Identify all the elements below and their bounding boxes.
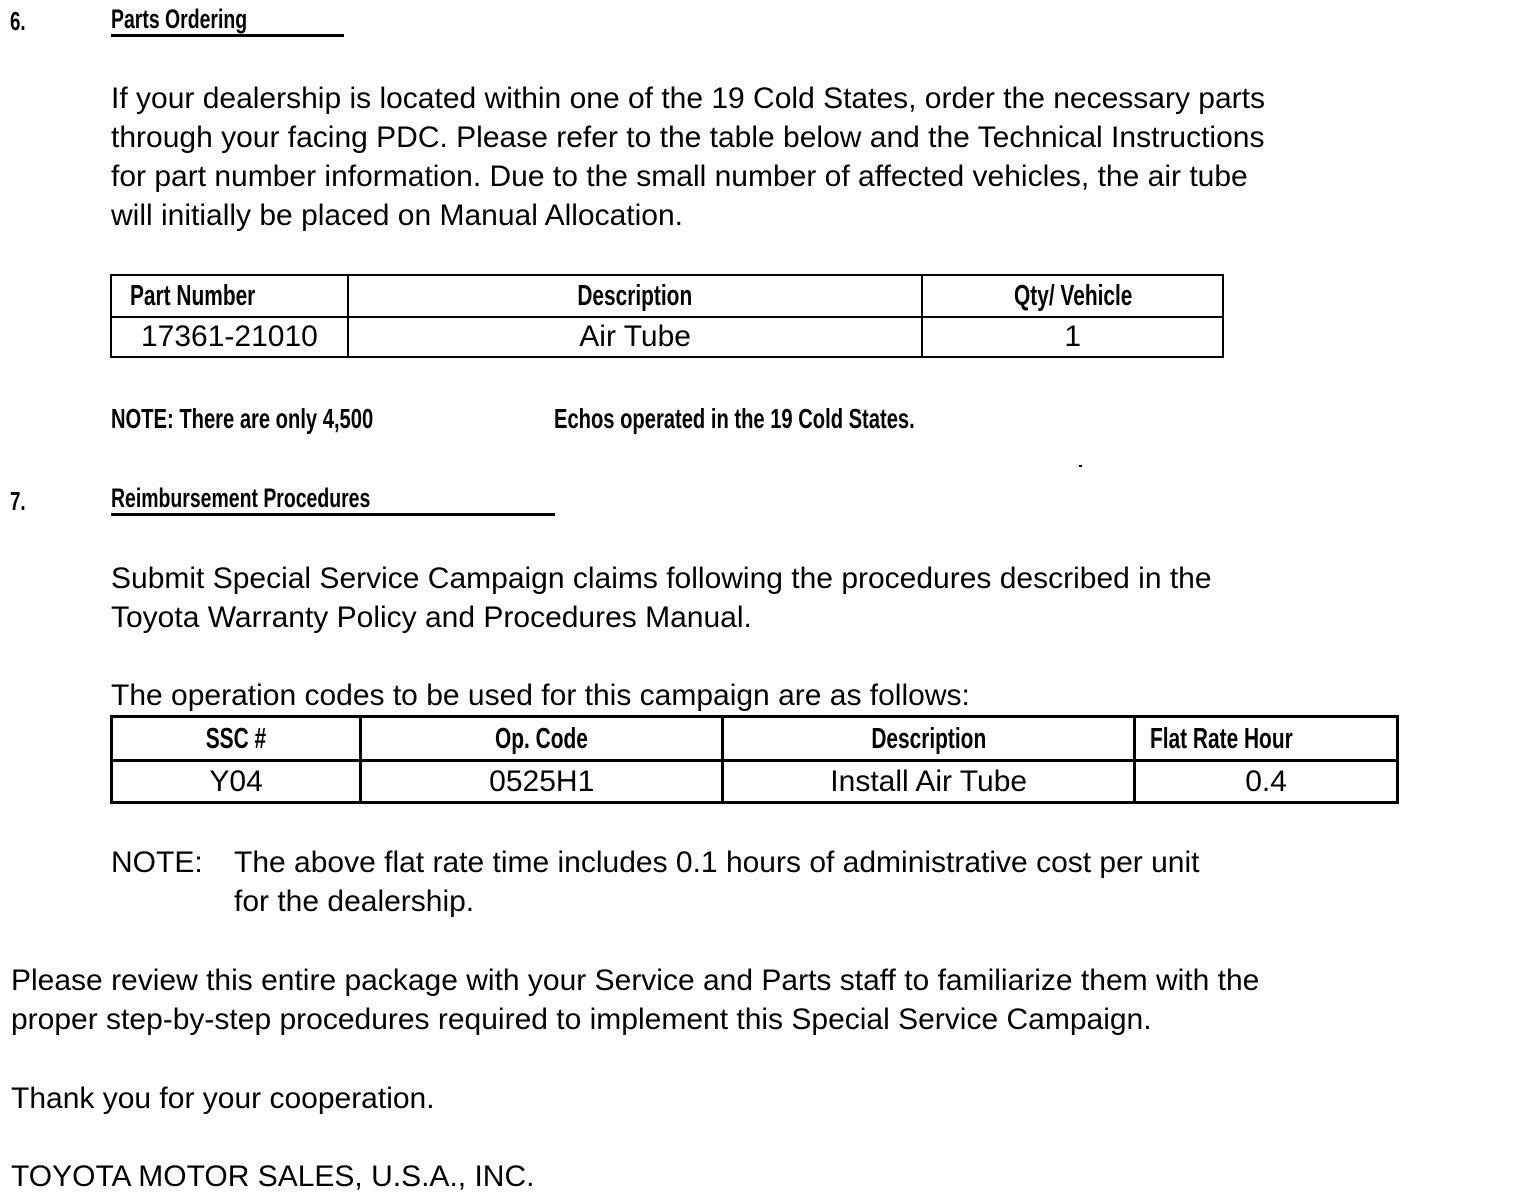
opcodes-table [110, 715, 1399, 804]
signature: TOYOTA MOTOR SALES, U.S.A., INC. [11, 1160, 535, 1193]
section-7-number: 7. [10, 486, 26, 516]
paragraph-line: for part number information. Due to the small number of affected vehicles, the air tube [111, 160, 1248, 193]
paragraph-line: proper step-by-step procedures required to implement this Special Service Campaign. [11, 1003, 1152, 1036]
note-label: NOTE: [111, 846, 203, 879]
paragraph-line: will initially be placed on Manual Allocation. [111, 199, 683, 232]
table-header-cell: Qty/ Vehicle [922, 275, 1223, 317]
note-part-2: Echos operated in the 19 Cold States. [554, 403, 915, 434]
table-row [112, 761, 1398, 803]
section-7-paragraph [111, 559, 1212, 637]
opcodes-intro: The operation codes to be used for this campaign are as follows: [111, 679, 970, 712]
note-part-1: NOTE: There are only 4,500 [111, 403, 374, 434]
table-header-cell: Part Number [111, 275, 348, 317]
table-row [111, 317, 1223, 357]
table-header-cell: SSC # [112, 717, 361, 761]
section-6-paragraph [111, 79, 1265, 235]
closing-paragraph [11, 961, 1259, 1039]
paragraph-line: Submit Special Service Campaign claims following the procedures described in the [111, 562, 1212, 595]
note-line: The above flat rate time includes 0.1 hours of administrative cost per unit [234, 846, 1200, 879]
table-cell: Y04 [112, 761, 361, 803]
section-6-title: Parts Ordering [111, 4, 248, 34]
table-cell: Air Tube [348, 317, 923, 357]
paragraph-line: through your facing PDC. Please refer to the table below and the Technical Instructions [111, 121, 1265, 154]
paragraph-line: Toyota Warranty Policy and Procedures Manual. [111, 601, 752, 634]
table-cell: Install Air Tube [723, 761, 1135, 803]
stray-mark [1079, 465, 1082, 467]
table-header-cell: Op. Code [361, 717, 723, 761]
section-6-title-underline [111, 34, 344, 37]
table-header-cell: Flat Rate Hour [1135, 717, 1398, 761]
table-cell: 17361-21010 [111, 317, 348, 357]
table-header-row [112, 717, 1398, 761]
section-7-title-underline [111, 513, 555, 516]
table-cell: 1 [922, 317, 1223, 357]
table-cell: 0525H1 [361, 761, 723, 803]
thanks-line: Thank you for your cooperation. [11, 1082, 435, 1115]
section-7-title: Reimbursement Procedures [111, 483, 371, 513]
table-header-row [111, 275, 1223, 317]
table-header-cell: Description [348, 275, 923, 317]
note-text [234, 843, 1200, 921]
paragraph-line: Please review this entire package with your Service and Parts staff to familiarize them with the [11, 964, 1260, 997]
table-header-cell: Description [723, 717, 1135, 761]
section-6-number: 6. [10, 6, 26, 36]
paragraph-line: If your dealership is located within one of the 19 Cold States, order the necessary parts [111, 82, 1265, 115]
parts-table [110, 274, 1224, 358]
table-cell: 0.4 [1135, 761, 1398, 803]
note-line: for the dealership. [234, 885, 475, 918]
